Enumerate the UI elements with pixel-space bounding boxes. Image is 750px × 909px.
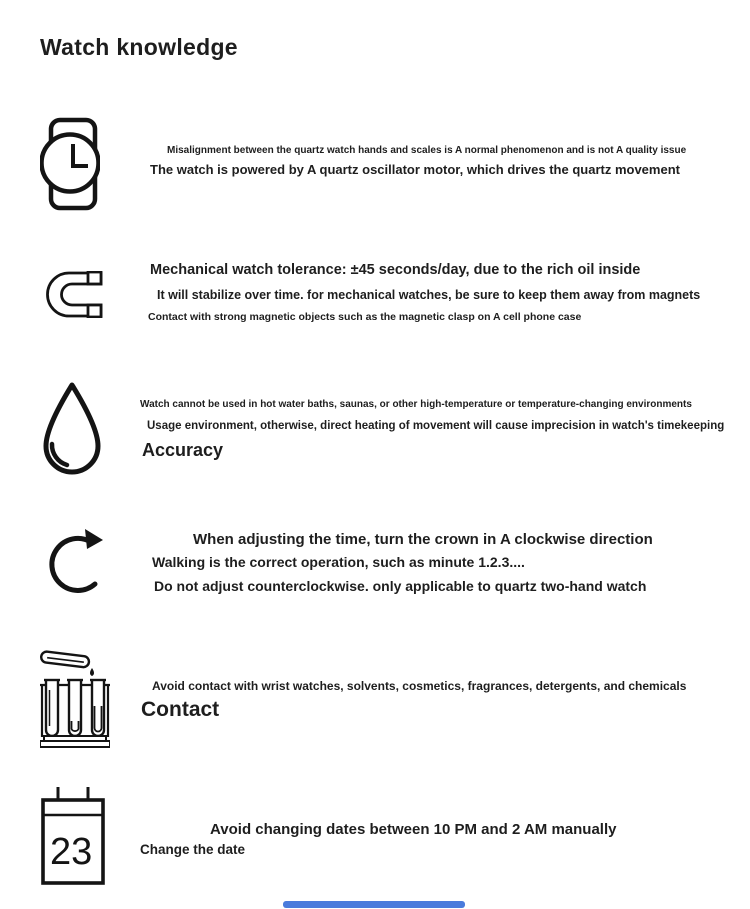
avoid-date-change-line: Avoid changing dates between 10 PM and 2 AM manually [210, 821, 617, 838]
avoid-chemicals-line: Avoid contact with wrist watches, solvents, cosmetics, fragrances, detergents, and chemicals [152, 679, 687, 693]
magnet-contact-line: Contact with strong magnetic objects such as the magnetic clasp on A cell phone case [148, 311, 582, 323]
page-title: Watch knowledge [40, 34, 238, 60]
calendar-day-number: 23 [50, 831, 93, 873]
change-date-heading: Change the date [140, 842, 246, 857]
no-counterclockwise-line: Do not adjust counterclockwise. only applicable to quartz two-hand watch [154, 578, 647, 594]
adjust-clockwise-line: When adjusting the time, turn the crown in A clockwise direction [193, 531, 653, 548]
accuracy-heading: Accuracy [142, 440, 224, 460]
magnet-stabilize-line: It will stabilize over time. for mechanical watches, be sure to keep them away from magnets [157, 288, 701, 302]
quartz-movement-line: The watch is powered by A quartz oscillator motor, which drives the quartz movement [150, 162, 680, 177]
correct-operation-line: Walking is the correct operation, such as minute 1.2.3.... [152, 554, 525, 570]
wristwatch-icon [40, 116, 100, 217]
usage-environment-line: Usage environment, otherwise, direct heating of movement will cause imprecision in watch's timekeeping [147, 420, 725, 432]
bottom-accent-bar [283, 901, 465, 908]
clockwise-arrow-icon [46, 525, 106, 608]
magnet-icon [45, 271, 103, 323]
hot-water-warning-line: Watch cannot be used in hot water baths, saunas, or other high-temperature or temperature-changing environments [140, 399, 692, 410]
contact-heading: Contact [141, 698, 220, 721]
water-drop-icon [41, 380, 103, 483]
mechanical-tolerance-line: Mechanical watch tolerance: ±45 seconds/day, due to the rich oil inside [150, 262, 641, 278]
quartz-misalignment-note: Misalignment between the quartz watch hands and scales is A normal phenomenon and is not A quality issue [167, 145, 687, 156]
calendar-icon [41, 785, 105, 890]
test-tubes-icon [40, 648, 110, 753]
